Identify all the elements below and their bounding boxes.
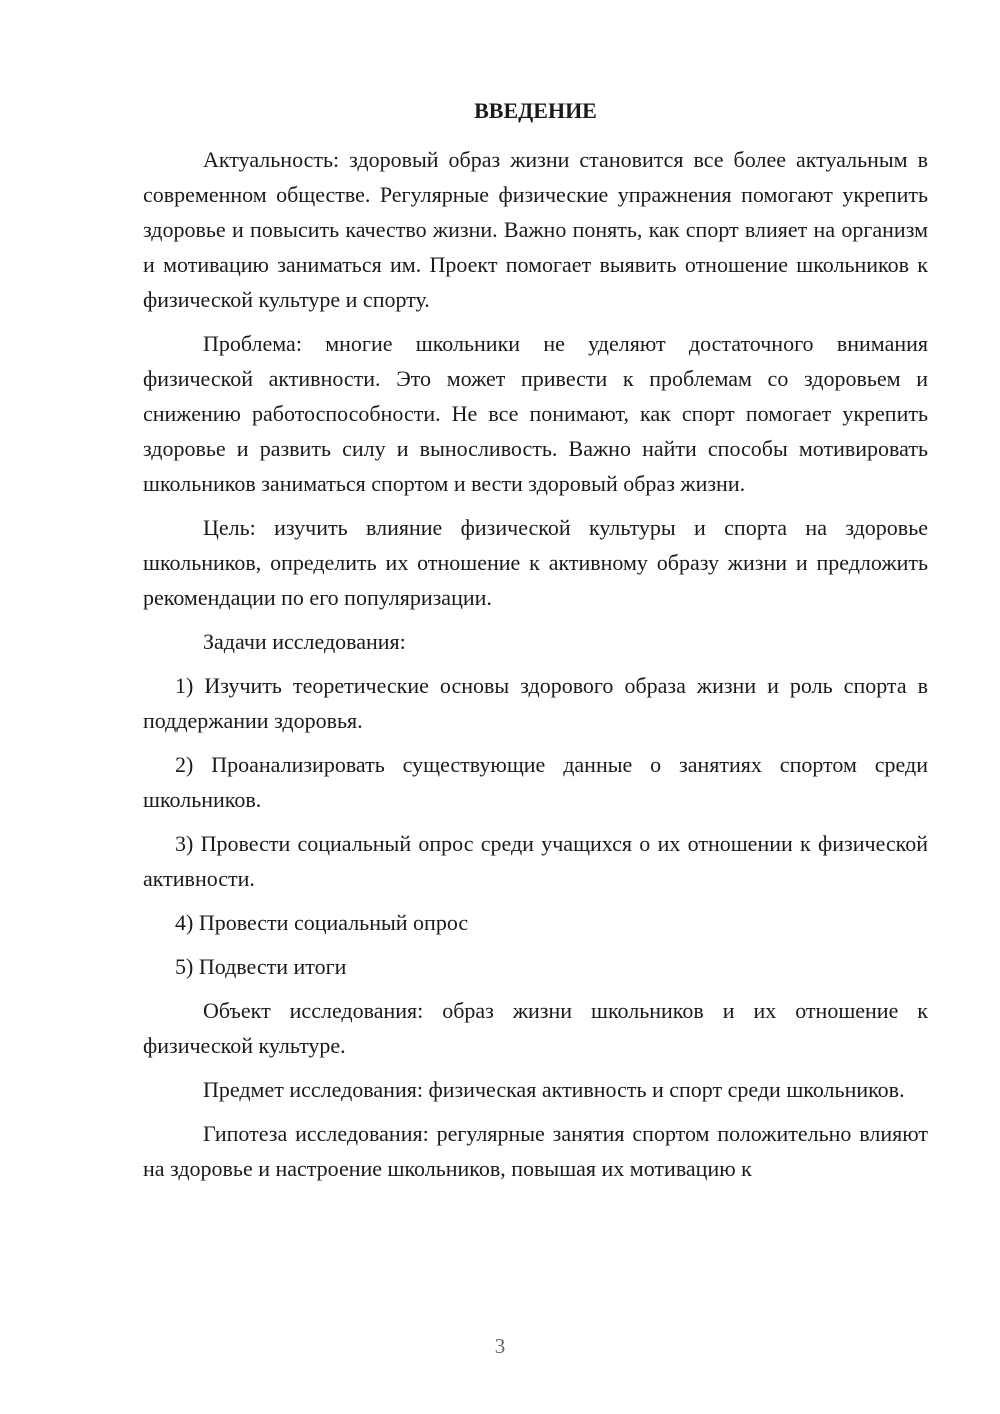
paragraph-goal: Цель: изучить влияние физической культуры и спорта на здоровье школьников, определить их отношение к активному образу жизни и предложить рекомендации по его популяризации. [143,515,928,610]
task-item-2: 2) Проанализировать существующие данные о занятиях спортом среди школьников. [143,752,928,812]
paragraph-relevance: Актуальность: здоровый образ жизни становится все более актуальным в современном обществе. Регулярные физические упражнения помогают укрепить здоровье и повысить качество жизни. Важно понять, как спорт влияет на организм и мотивацию заниматься им. Проект помогает выявить отношение школьников к физической культуре и спорту. [143,147,928,312]
section-title: ВВЕДЕНИЕ [474,98,597,123]
paragraph-problem: Проблема: многие школьники не уделяют достаточного внимания физической активности. Это может привести к проблемам со здоровьем и снижению работоспособности. Не все понимают, как спорт помогает укрепить здоровье и развить силу и выносливость. Важно найти способы мотивировать школьников заниматься спортом и вести здоровый образ жизни. [143,331,928,496]
tasks-heading: Задачи исследования: [203,629,406,654]
task-item-1: 1) Изучить теоретические основы здорового образа жизни и роль спорта в поддержании здоровья. [143,673,928,733]
task-item-3: 3) Провести социальный опрос среди учащихся о их отношении к физической активности. [143,831,928,891]
paragraph-subject: Предмет исследования: физическая активность и спорт среди школьников. [203,1077,905,1102]
task-item-4: 4) Провести социальный опрос [175,910,469,935]
paragraph-object: Объект исследования: образ жизни школьников и их отношение к физической культуре. [143,998,928,1058]
task-item-5: 5) Подвести итоги [175,954,347,979]
document-body [143,96,928,1195]
page-number: 3 [494,1334,506,1358]
paragraph-hypothesis: Гипотеза исследования: регулярные занятия спортом положительно влияют на здоровье и настроение школьников, повышая их мотивацию к [143,1121,928,1181]
